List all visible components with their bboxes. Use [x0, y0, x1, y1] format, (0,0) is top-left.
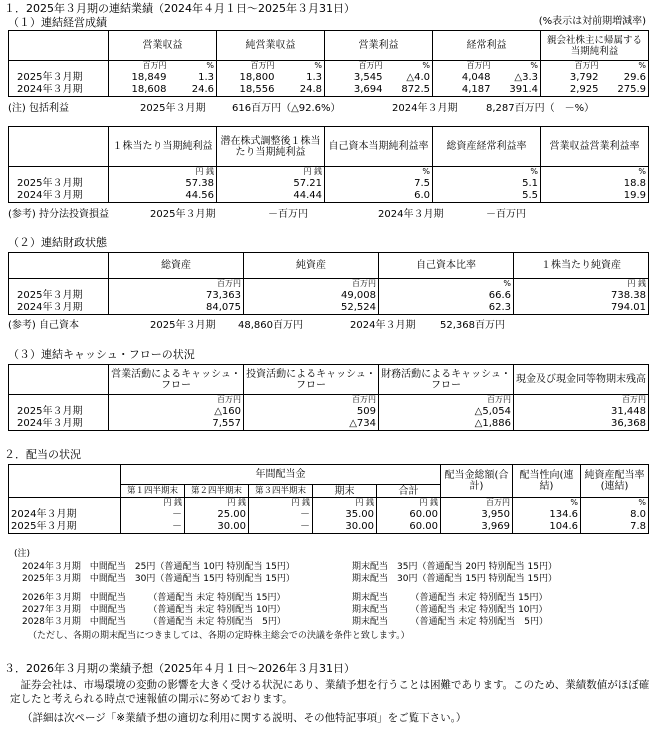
cell: 4,048 [461, 71, 491, 83]
equity-method-value-2: －百万円 [486, 209, 526, 220]
table-row [9, 71, 649, 84]
equity-method-label: (参考) 持分法投資損益 [8, 209, 109, 220]
cell: 7.8 [581, 521, 649, 534]
cell: △160 [109, 405, 244, 418]
table-row [9, 289, 649, 302]
cell: 1.3 [169, 71, 217, 84]
corner-cell [9, 127, 109, 167]
cell: 73,363 [109, 289, 244, 302]
cell: － [121, 508, 185, 521]
table-row [9, 190, 649, 203]
col-header: 現金及び現金同等物期末残高 [514, 365, 649, 395]
unit-label: % [277, 61, 325, 71]
cell: － [121, 521, 185, 534]
comprehensive-period-1: 2025年３月期 [140, 103, 206, 114]
unit-label: 百万円 [379, 395, 514, 405]
forecast-reference: （詳細は次ページ「※業績予想の適切な利用に関する説明、その他特記事項」をご覧下さい。） [22, 712, 467, 724]
unit-label: 百万円 [441, 498, 513, 508]
dividend-on-equity-header: 純資産配当率(連結) [581, 465, 649, 498]
col-header: 総資産経常利益率 [433, 127, 541, 167]
cell: 7.5 [325, 177, 433, 190]
cell: 52,524 [244, 302, 379, 315]
unit-label: 百万円 [466, 61, 491, 71]
unit-label: 百万円 [250, 61, 275, 71]
cell: － [249, 508, 313, 521]
unit-label: % [325, 167, 433, 177]
unit-label: 円 銭 [377, 498, 441, 508]
cell: 3,950 [441, 508, 513, 521]
unit-label: % [385, 61, 433, 71]
cell: 18,556 [217, 84, 277, 97]
col-header: 親会社株主に帰属する当期純利益 [541, 31, 649, 61]
unit-label: 円 銭 [514, 279, 649, 289]
unit-label: % [379, 279, 514, 289]
cell: 18,800 [239, 71, 275, 83]
unit-label: % [169, 61, 217, 71]
row-label: 2024年３月期 [9, 418, 109, 431]
cell: 19.9 [541, 190, 649, 203]
dividend-note: 期末配当 （普通配当 未定 特別配当 15円） [352, 593, 548, 603]
cell: 3,969 [441, 521, 513, 534]
cell: 5.5 [433, 190, 541, 203]
cell: － [249, 521, 313, 534]
equity-period-1: 2025年３月期 [150, 320, 216, 331]
cell: 84,075 [109, 302, 244, 315]
unit-label: 円 銭 [109, 167, 217, 177]
row-label: 2025年３月期 [9, 289, 109, 302]
unit-label: % [541, 167, 649, 177]
table-row [9, 84, 649, 97]
unit-label: % [601, 61, 649, 71]
table-row [9, 302, 649, 315]
row-label: 2025年３月期 [9, 521, 121, 534]
row-label: 2024年３月期 [9, 190, 109, 203]
unit-label: 百万円 [109, 279, 244, 289]
cell: 29.6 [601, 71, 649, 84]
cell: 44.44 [217, 190, 325, 203]
cell: 3,545 [353, 71, 383, 83]
dividend-note-head: (注) [14, 549, 31, 559]
dividend-note: 2027年３月期 中間配当 （普通配当 未定 特別配当 10円） [22, 605, 286, 615]
payout-ratio-header: 配当性向(連結) [513, 465, 581, 498]
cell: 18,849 [131, 71, 167, 83]
cell: 30.00 [185, 521, 249, 534]
equity-label: (参考) 自己資本 [8, 320, 79, 331]
table-row [9, 508, 649, 521]
cell: 7,557 [109, 418, 244, 431]
cell: 2,925 [541, 84, 601, 97]
unit-label: 円 銭 [185, 498, 249, 508]
cell: 57.21 [217, 177, 325, 190]
cell: 8.0 [581, 508, 649, 521]
unit-label: 百万円 [514, 395, 649, 405]
unit-label: 百万円 [142, 61, 167, 71]
per-share-table [8, 126, 649, 203]
cell: 44.56 [109, 190, 217, 203]
unit-label: 円 銭 [249, 498, 313, 508]
cell: 24.8 [277, 84, 325, 97]
cell: 104.6 [513, 521, 581, 534]
corner-cell [9, 465, 121, 498]
section1-title: １．2025年３月期の連結業績（2024年４月１日～2025年３月31日） [4, 2, 355, 15]
col-header: 純営業収益 [217, 31, 325, 61]
cell: 509 [244, 405, 379, 418]
cash-flow-heading: （３）連結キャッシュ・フローの状況 [8, 348, 195, 361]
dividend-note: 期末配当 30円（普通配当 15円 特別配当 15円） [352, 574, 557, 584]
financial-position-table [8, 252, 649, 315]
unit-label: % [433, 167, 541, 177]
cell: 18,608 [109, 84, 169, 97]
dividend-note: 2025年３月期 中間配当 30円（普通配当 15円 特別配当 15円） [22, 574, 295, 584]
year-end-header: 期末 [313, 485, 377, 498]
row-label: 2024年３月期 [9, 84, 109, 97]
dividend-note-tail: （ただし、各期の期末配当につきましては、各期の定時株主総会での決議を条件と致します。） [28, 631, 410, 641]
col-header: 営業収益 [109, 31, 217, 61]
dividends-table [8, 464, 649, 534]
dividends-title: ２．配当の状況 [4, 448, 81, 461]
dividend-note: 期末配当 （普通配当 未定 特別配当 10円） [352, 605, 548, 615]
equity-value-2: 52,368百万円 [440, 320, 505, 331]
unit-label: % [493, 61, 541, 71]
cell: 391.4 [493, 84, 541, 97]
pct-note: (%表示は対前期増減率) [538, 16, 646, 27]
dividend-note: 2026年３月期 中間配当 （普通配当 未定 特別配当 15円） [22, 593, 286, 603]
cell: 36,368 [514, 418, 649, 431]
cell: 134.6 [513, 508, 581, 521]
cell: 62.3 [379, 302, 514, 315]
col-header: 自己資本当期純利益率 [325, 127, 433, 167]
table-row [9, 177, 649, 190]
cell: 24.6 [169, 84, 217, 97]
col-header: 自己資本比率 [379, 253, 514, 279]
cell: 3,792 [569, 71, 599, 83]
equity-value-1: 48,860百万円 [238, 320, 303, 331]
col-header: 営業活動によるキャッシュ・フロー [109, 365, 244, 395]
corner-cell [9, 365, 109, 395]
comprehensive-period-2: 2024年３月期 [392, 103, 458, 114]
comprehensive-income-label: (注) 包括利益 [8, 103, 69, 114]
table-row [9, 405, 649, 418]
dividend-note: 2024年３月期 中間配当 25円（普通配当 10円 特別配当 15円） [22, 562, 295, 572]
cell: 30.00 [313, 521, 377, 534]
cell: 738.38 [514, 289, 649, 302]
comprehensive-value-1: 616百万円（△92.6%） [232, 103, 341, 114]
q1-header: 第１四半期末 [121, 485, 185, 498]
cell: 3,694 [325, 84, 385, 97]
table-row [9, 418, 649, 431]
unit-label: 百万円 [358, 61, 383, 71]
unit-label: 円 銭 [313, 498, 377, 508]
unit-label: 百万円 [574, 61, 599, 71]
unit-label: % [581, 498, 649, 508]
corner-cell [9, 253, 109, 279]
cell: 5.1 [433, 177, 541, 190]
comprehensive-value-2: 8,287百万円（ －%） [486, 103, 595, 114]
forecast-paragraph: 証券会社は、市場環境の変動の影響を大きく受ける状況にあり、業績予想を行うことは困難であります。このため、業績数値がほぼ確定したと考えられる時点で速報値の開示に努めております。 [10, 679, 650, 705]
cell: 6.0 [325, 190, 433, 203]
financial-position-heading: （２）連結財政状態 [8, 236, 107, 249]
total-header: 合計 [377, 485, 441, 498]
cell: △734 [244, 418, 379, 431]
row-label: 2024年３月期 [9, 302, 109, 315]
cell: 4,187 [433, 84, 493, 97]
unit-label: 百万円 [244, 395, 379, 405]
cell: 49,008 [244, 289, 379, 302]
cash-flow-table [8, 364, 649, 431]
cell: △4.0 [385, 71, 433, 84]
equity-method-period-2: 2024年３月期 [378, 209, 444, 220]
equity-period-2: 2024年３月期 [350, 320, 416, 331]
cell: △3.3 [493, 71, 541, 84]
cell: 35.00 [313, 508, 377, 521]
row-label: 2025年３月期 [9, 71, 109, 84]
dividend-note: 2028年３月期 中間配当 （普通配当 未定 特別配当 5円） [22, 617, 286, 627]
cell: 794.01 [514, 302, 649, 315]
q2-header: 第２四半期末 [185, 485, 249, 498]
cell: 57.38 [109, 177, 217, 190]
cell: 25.00 [185, 508, 249, 521]
annual-dividend-header: 年間配当金 [121, 465, 441, 485]
corner-cell [9, 31, 109, 61]
col-header: 営業利益 [325, 31, 433, 61]
unit-label: 百万円 [244, 279, 379, 289]
dividend-note: 期末配当 35円（普通配当 20円 特別配当 15円） [352, 562, 557, 572]
operating-results-heading: （１）連結経営成績 [8, 16, 107, 29]
total-dividend-header: 配当金総額(合計) [441, 465, 513, 498]
forecast-title: ３．2026年３月期の業績予想（2025年４月１日～2026年３月31日） [4, 662, 355, 675]
cell: 66.6 [379, 289, 514, 302]
cell: 31,448 [514, 405, 649, 418]
row-label: 2025年３月期 [9, 405, 109, 418]
col-header: 投資活動によるキャッシュ・フロー [244, 365, 379, 395]
cell: △1,886 [379, 418, 514, 431]
row-label: 2024年３月期 [9, 508, 121, 521]
col-header: １株当たり純資産 [514, 253, 649, 279]
col-header: 経常利益 [433, 31, 541, 61]
equity-method-value-1: －百万円 [268, 209, 308, 220]
cell: 60.00 [377, 508, 441, 521]
operating-results-table [8, 30, 649, 97]
unit-label: 円 銭 [121, 498, 185, 508]
unit-label: 円 銭 [217, 167, 325, 177]
col-header: 財務活動によるキャッシュ・フロー [379, 365, 514, 395]
table-row [9, 521, 649, 534]
cell: 872.5 [385, 84, 433, 97]
cell: 60.00 [377, 521, 441, 534]
dividend-note: 期末配当 （普通配当 未定 特別配当 5円） [352, 617, 548, 627]
cell: 275.9 [601, 84, 649, 97]
equity-method-period-1: 2025年３月期 [150, 209, 216, 220]
col-header: 潜在株式調整後１株当たり当期純利益 [217, 127, 325, 167]
unit-label: 百万円 [109, 395, 244, 405]
cell: 18.8 [541, 177, 649, 190]
cell: △5,054 [379, 405, 514, 418]
col-header: 営業収益営業利益率 [541, 127, 649, 167]
q3-header: 第３四半期末 [249, 485, 313, 498]
col-header: １株当たり当期純利益 [109, 127, 217, 167]
unit-label: % [513, 498, 581, 508]
cell: 1.3 [277, 71, 325, 84]
row-label: 2025年３月期 [9, 177, 109, 190]
col-header: 総資産 [109, 253, 244, 279]
col-header: 純資産 [244, 253, 379, 279]
